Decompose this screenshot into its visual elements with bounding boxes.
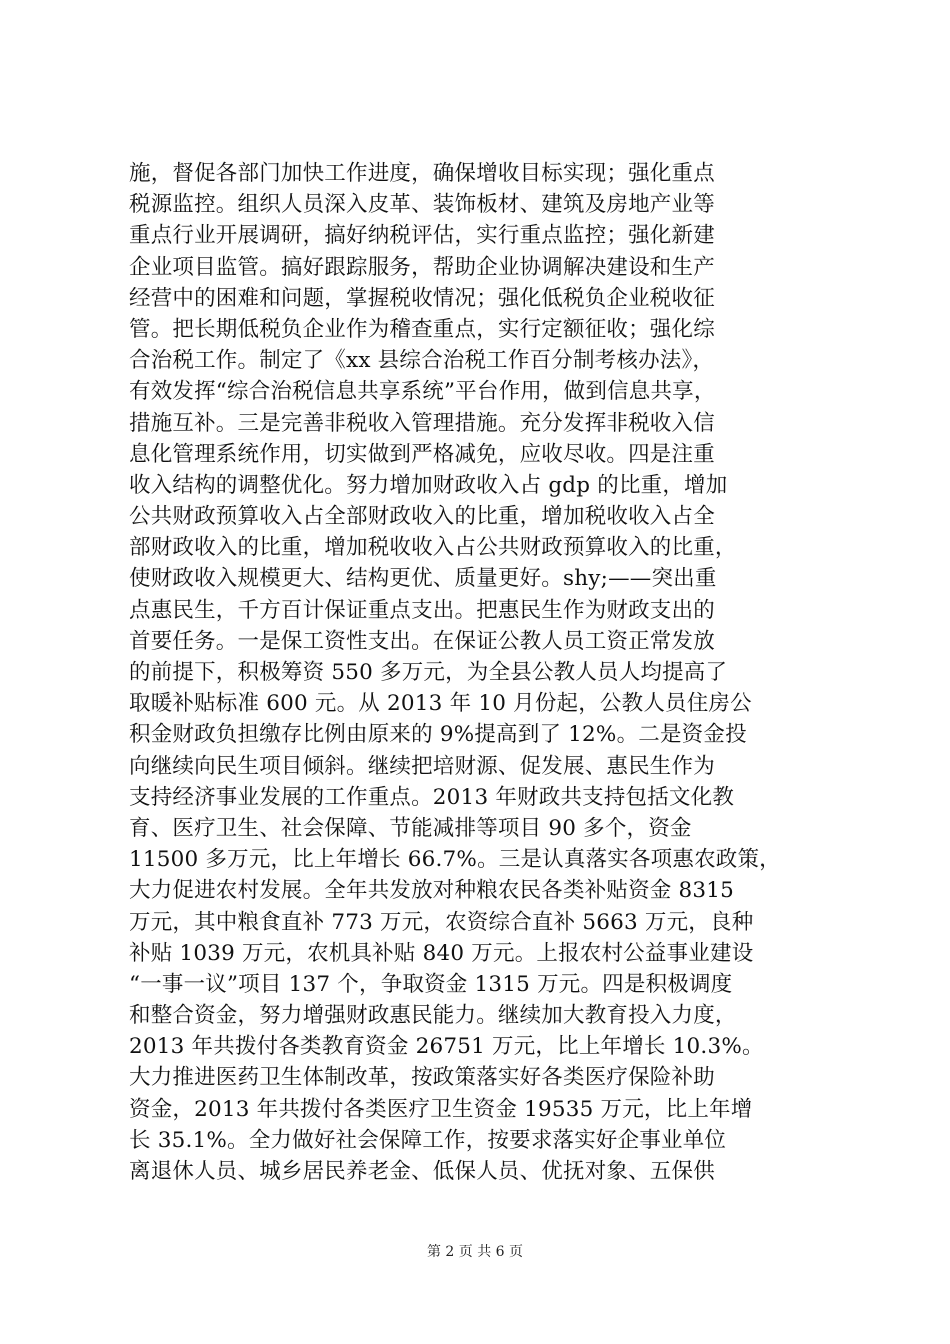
page-footer: 第 2 页 共 6 页: [426, 1244, 524, 1260]
text-line: 万元，其中粮食直补 773 万元，农资综合直补 5663 万元，良种: [129, 909, 754, 935]
text-line: 取暖补贴标准 600 元。从 2013 年 10 月份起，公教人员住房公: [129, 691, 752, 717]
text-line: 管。把长期低税负企业作为稽查重点，实行定额征收；强化综: [129, 316, 715, 342]
text-line: 离退休人员、城乡居民养老金、低保人员、优抚对象、五保供: [129, 1159, 715, 1184]
text-line: 经营中的困难和问题，掌握税收情况；强化低税负企业税收征: [129, 285, 715, 311]
text-line: 长 35.1%。全力做好社会保障工作，按要求落实好企事业单位: [129, 1127, 727, 1153]
text-line: 的前提下，积极筹资 550 多万元，为全县公教人员人均提高了: [129, 660, 728, 685]
text-line: 点惠民生，千方百计保证重点支出。把惠民生作为财政支出的: [129, 597, 715, 623]
text-line: 措施互补。三是完善非税收入管理措施。充分发挥非税收入信: [129, 410, 715, 436]
text-line: 施，督促各部门加快工作进度，确保增收目标实现；强化重点: [129, 161, 715, 186]
body-text: [129, 158, 829, 1187]
text-line: 支持经济事业发展的工作重点。2013 年财政共支持包括文化教: [129, 784, 735, 810]
text-line: 大力促进农村发展。全年共发放对种粮农民各类补贴资金 8315: [129, 878, 735, 904]
text-line: 收入结构的调整优化。努力增加财政收入占 gdp 的比重，增加: [129, 472, 728, 498]
text-line: 公共财政预算收入占全部财政收入的比重，增加税收收入占全: [129, 504, 715, 530]
text-line: 向继续向民生项目倾斜。继续把培财源、促发展、惠民生作为: [129, 753, 715, 779]
text-line: 重点行业开展调研，搞好纳税评估，实行重点监控；强化新建: [129, 223, 715, 249]
text-line: 合治税工作。制定了《xx 县综合治税工作百分制考核办法》，: [129, 348, 715, 374]
text-line: 资金，2013 年共拨付各类医疗卫生资金 19535 万元，比上年增: [129, 1096, 753, 1122]
text-line: 首要任务。一是保工资性支出。在保证公教人员工资正常发放: [129, 628, 715, 654]
text-line: 使财政收入规模更大、结构更优、质量更好。shy;——突出重: [129, 566, 717, 592]
text-line: 和整合资金，努力增强财政惠民能力。继续加大教育投入力度，: [129, 1003, 737, 1029]
text-line: 税源监控。组织人员深入皮革、装饰板材、建筑及房地产业等: [129, 192, 715, 218]
text-line: 育、医疗卫生、社会保障、节能减排等项目 90 多个，资金: [129, 815, 692, 841]
text-line: 有效发挥“综合治税信息共享系统”平台作用，做到信息共享，: [129, 379, 716, 405]
text-line: 11500 多万元，比上年增长 66.7%。三是认真落实各项惠农政策，: [129, 847, 781, 873]
text-line: 补贴 1039 万元，农机具补贴 840 万元。上报农村公益事业建设: [129, 940, 754, 966]
text-line: 积金财政负担缴存比例由原来的 9%提高到了 12%。二是资金投: [129, 722, 747, 748]
text-line: 息化管理系统作用，切实做到严格减免，应收尽收。四是注重: [129, 441, 715, 467]
text-line: 2013 年共拨付各类教育资金 26751 万元，比上年增长 10.3%。: [129, 1034, 764, 1060]
text-line: 部财政收入的比重，增加税收收入占公共财政预算收入的比重，: [129, 535, 737, 561]
text-line: 企业项目监管。搞好跟踪服务，帮助企业协调解决建设和生产: [129, 254, 715, 280]
text-line: 大力推进医药卫生体制改革，按政策落实好各类医疗保险补助: [129, 1065, 715, 1091]
text-line: “一事一议”项目 137 个，争取资金 1315 万元。四是积极调度: [129, 971, 733, 997]
